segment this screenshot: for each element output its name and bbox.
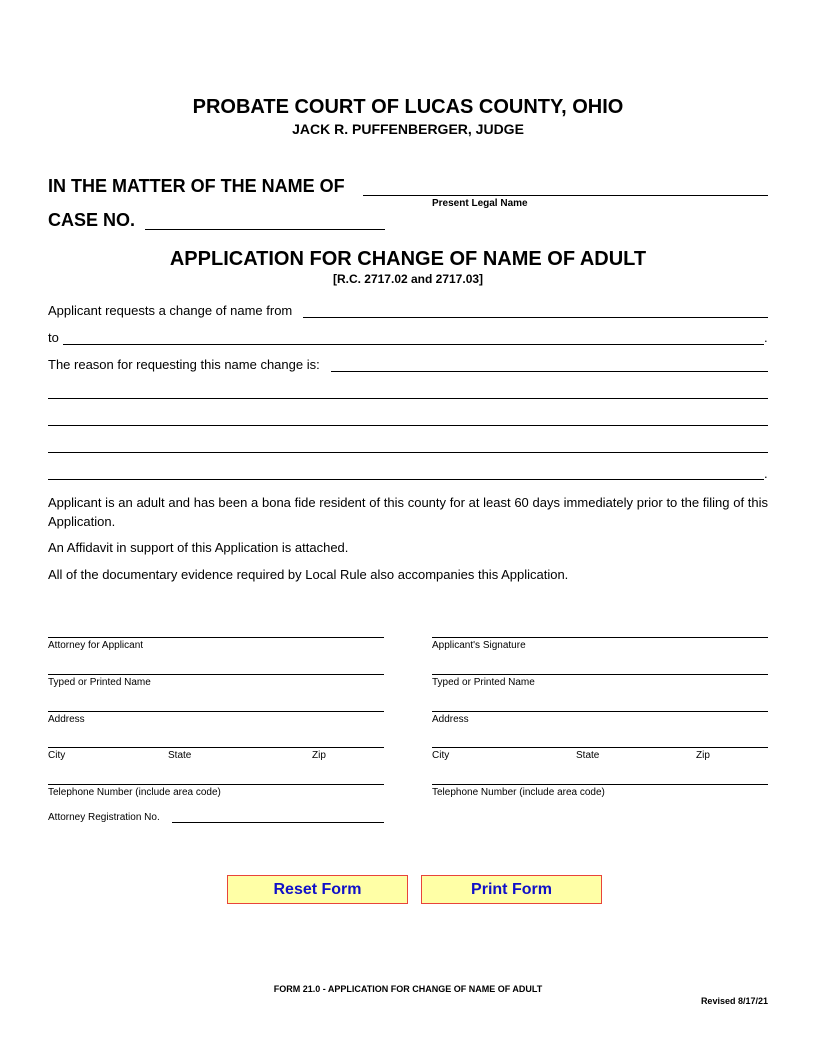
attorney-registration-label: Attorney Registration No. bbox=[48, 812, 160, 823]
reason-field-line-2[interactable] bbox=[48, 398, 768, 399]
attorney-address-field[interactable] bbox=[48, 711, 384, 712]
attorney-registration-field[interactable] bbox=[172, 822, 384, 823]
residency-statement: Applicant is an adult and has been a bona fide resident of this county for at least 60 days immediately prior to the filing of this Application. bbox=[48, 495, 768, 529]
attorney-signature-label: Attorney for Applicant bbox=[48, 640, 144, 651]
reason-field-line-3[interactable] bbox=[48, 425, 768, 426]
name-from-field[interactable] bbox=[303, 317, 768, 318]
applicant-name-label: Typed or Printed Name bbox=[432, 677, 535, 688]
evidence-statement: All of the documentary evidence required by Local Rule also accompanies this Application. bbox=[48, 567, 569, 582]
attorney-phone-label: Telephone Number (include area code) bbox=[48, 787, 221, 798]
applicant-phone-label: Telephone Number (include area code) bbox=[432, 787, 605, 798]
attorney-name-field[interactable] bbox=[48, 674, 384, 675]
print-form-button[interactable]: Print Form bbox=[421, 875, 602, 904]
application-title: APPLICATION FOR CHANGE OF NAME OF ADULT bbox=[169, 248, 647, 270]
attorney-signature-field[interactable] bbox=[48, 637, 384, 638]
matter-label: IN THE MATTER OF THE NAME OF bbox=[48, 176, 345, 196]
attorney-address-label: Address bbox=[48, 714, 85, 725]
statute-reference: [R.C. 2717.02 and 2717.03] bbox=[332, 272, 484, 286]
applicant-city-label: City bbox=[432, 750, 450, 761]
reason-field-line-5[interactable] bbox=[48, 479, 764, 480]
applicant-zip-label: Zip bbox=[696, 750, 710, 761]
reset-form-button[interactable]: Reset Form bbox=[227, 875, 408, 904]
reason-field-line-4[interactable] bbox=[48, 452, 768, 453]
applicant-name-field[interactable] bbox=[432, 674, 768, 675]
attorney-phone-field[interactable] bbox=[48, 784, 384, 785]
case-no-label: CASE NO. bbox=[48, 210, 136, 230]
applicant-address-label: Address bbox=[432, 714, 469, 725]
court-name: PROBATE COURT OF LUCAS COUNTY, OHIO bbox=[192, 96, 624, 118]
period: . bbox=[764, 466, 768, 481]
present-legal-name-label: Present Legal Name bbox=[432, 198, 528, 209]
applicant-phone-field[interactable] bbox=[432, 784, 768, 785]
case-no-field[interactable] bbox=[145, 229, 385, 230]
attorney-name-label: Typed or Printed Name bbox=[48, 677, 151, 688]
reason-label: The reason for requesting this name change is: bbox=[48, 357, 320, 372]
applicant-address-field[interactable] bbox=[432, 711, 768, 712]
form-footer: FORM 21.0 - APPLICATION FOR CHANGE OF NAME OF ADULT bbox=[273, 984, 543, 994]
judge-name: JACK R. PUFFENBERGER, JUDGE bbox=[292, 121, 524, 137]
from-label: Applicant requests a change of name from bbox=[48, 303, 293, 318]
attorney-zip-label: Zip bbox=[312, 750, 326, 761]
attorney-city-state-zip-field[interactable] bbox=[48, 747, 384, 748]
applicant-state-label: State bbox=[576, 750, 600, 761]
attorney-city-label: City bbox=[48, 750, 66, 761]
to-label: to bbox=[48, 330, 59, 345]
revision-date: Revised 8/17/21 bbox=[700, 996, 768, 1006]
period: . bbox=[764, 330, 768, 345]
affidavit-statement: An Affidavit in support of this Application is attached. bbox=[48, 540, 349, 555]
applicant-city-state-zip-field[interactable] bbox=[432, 747, 768, 748]
name-to-field[interactable] bbox=[63, 344, 764, 345]
applicant-signature-label: Applicant's Signature bbox=[432, 640, 526, 651]
applicant-signature-field[interactable] bbox=[432, 637, 768, 638]
present-legal-name-field[interactable] bbox=[363, 195, 768, 196]
reason-field-line-1[interactable] bbox=[331, 371, 768, 372]
attorney-state-label: State bbox=[168, 750, 192, 761]
